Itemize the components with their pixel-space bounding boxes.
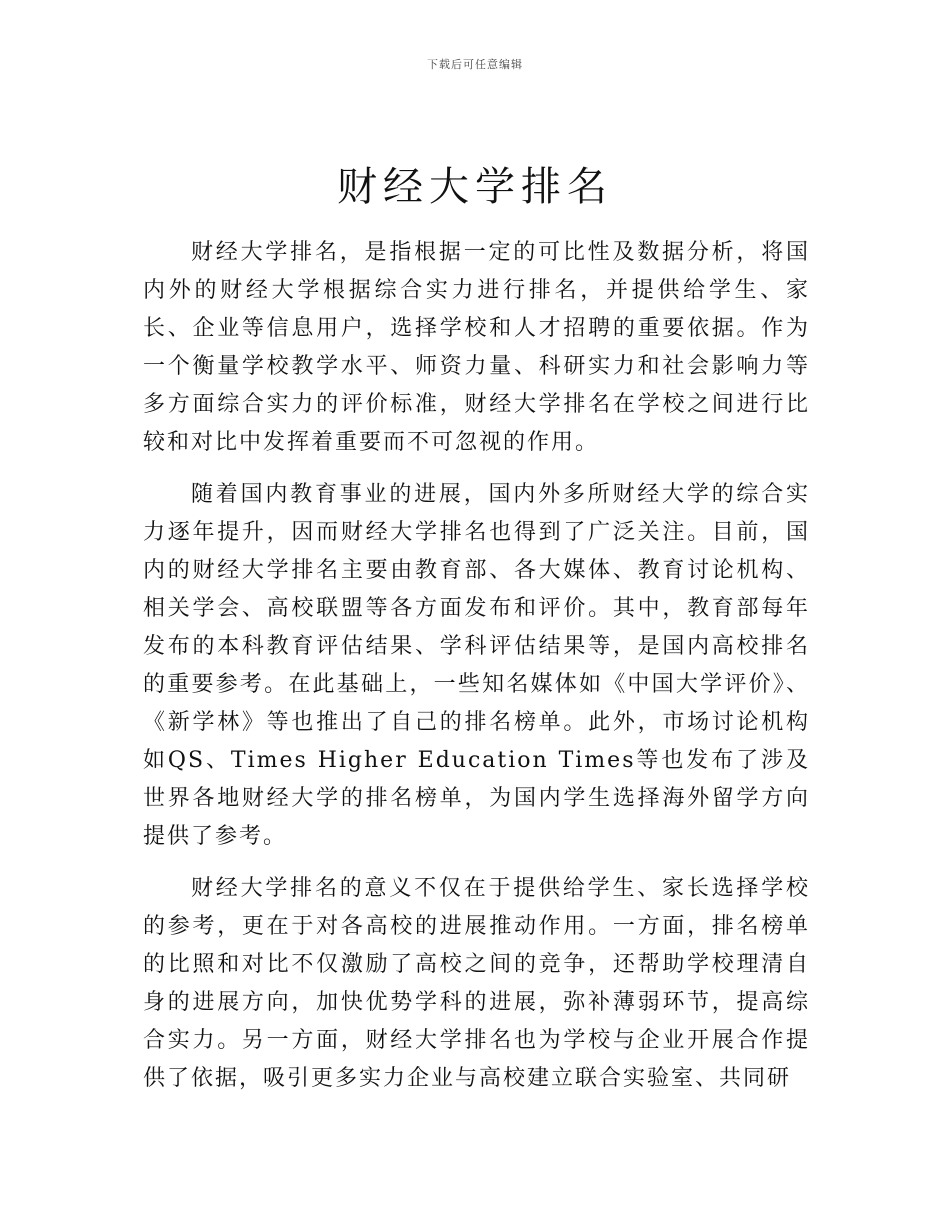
paragraph-1: 财经大学排名，是指根据一定的可比性及数据分析，将国内外的财经大学根据综合实力进行排名，并提供给学生、家长、企业等信息用户，选择学校和人才招聘的重要依据。作为一个衡量学校教学水平、师资力量、科研实力和社会影响力等多方面综合实力的评价标准，财经大学排名在学校之间进行比较和对比中发挥着重要而不可忽视的作用。 (143, 240, 810, 455)
paragraph-2: 随着国内教育事业的进展，国内外多所财经大学的综合实力逐年提升，因而财经大学排名也得到了广泛关注。目前，国内的财经大学排名主要由教育部、各大媒体、教育讨论机构、相关学会、高校联盟等各方面发布和评价。其中，教育部每年发布的本科教育评估结果、学科评估结果等，是国内高校排名的重要参考。在此基础上，一些知名媒体如《中国大学评价》、《新学林》等也推出了自己的排名榜单。此外，市场讨论机构如QS、Times Higher Education Times等也发布了涉及世界各地财经大学的排名榜单，为国内学生选择海外留学方向提供了参考。 (143, 482, 810, 849)
page-header-note: 下载后可任意编辑 (427, 58, 523, 71)
document-title: 财经大学排名 (337, 164, 613, 210)
document-body (143, 234, 810, 1112)
paragraph-3: 财经大学排名的意义不仅在于提供给学生、家长选择学校的参考，更在于对各高校的进展推动作用。一方面，排名榜单的比照和对比不仅激励了高校之间的竞争，还帮助学校理清自身的进展方向，加快优势学科的进展，弥补薄弱环节，提高综合实力。另一方面，财经大学排名也为学校与企业开展合作提供了依据，吸引更多实力企业与高校建立联合实验室、共同研 (143, 876, 810, 1091)
